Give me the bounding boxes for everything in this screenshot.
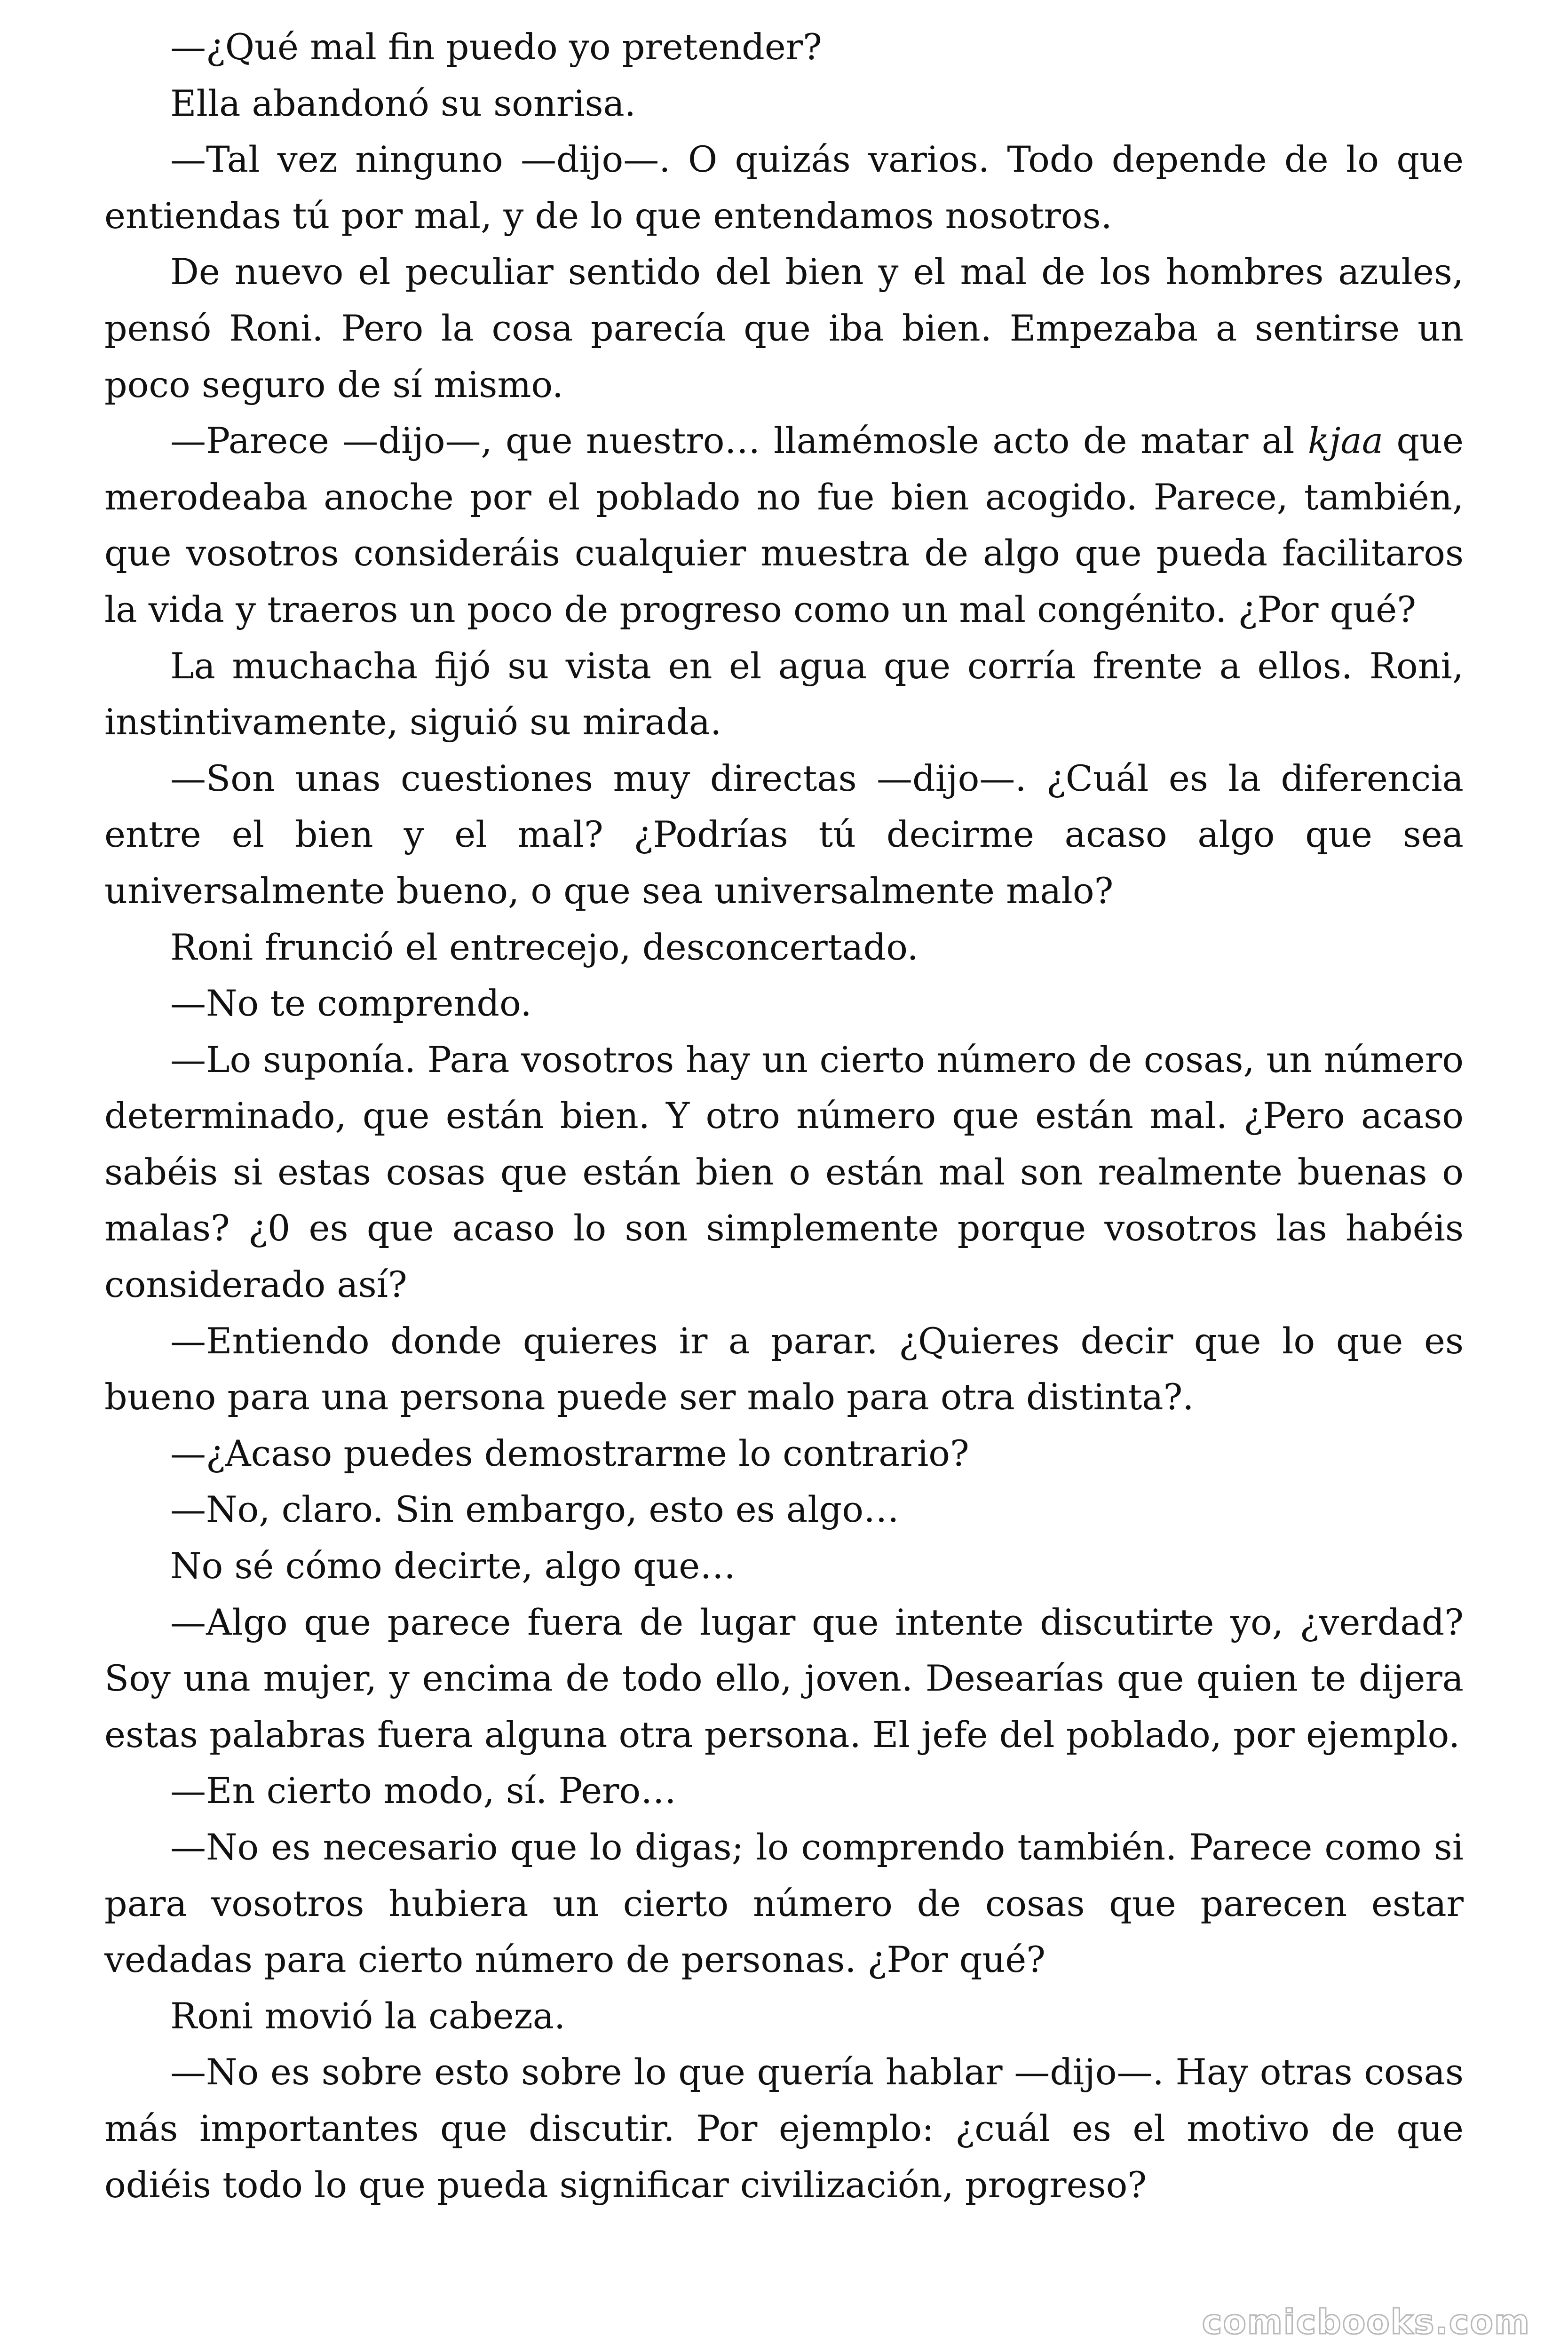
watermark-logo: comicbooks.com: [1202, 2302, 1530, 2342]
paragraph: Roni movió la cabeza.: [170, 1994, 566, 2037]
paragraph: [104, 413, 1464, 637]
paragraph: —Algo que parece fuera de lugar que intente discutirte yo, ¿verdad? Soy una mujer, y encima de todo ello, joven. Desearías que quien te dijera estas palabras fuera alguna otra persona. El jefe del poblado, por ejemplo.: [104, 1601, 1464, 1756]
paragraph: No sé cómo decirte, algo que…: [170, 1545, 736, 1587]
paragraph-text: que merodeaba anoche por el poblado no fue bien acogido. Parece, también, que vosotros consideráis cualquier muestra de algo que pueda facilitaros la vida y traeros un poco de progreso como un mal congénito. ¿Por qué?: [104, 420, 1464, 630]
paragraph: —Tal vez ninguno —dijo—. O quizás varios. Todo depende de lo que entiendas tú por mal, y de lo que entendamos nosotros.: [104, 138, 1464, 237]
paragraph-text: —Parece —dijo—, que nuestro… llamémosle acto de matar al: [170, 420, 1308, 462]
paragraph: Roni frunció el entrecejo, desconcertado.: [170, 926, 919, 968]
paragraph: —No es sobre esto sobre lo que quería hablar —dijo—. Hay otras cosas más importantes que discutir. Por ejemplo: ¿cuál es el motivo de que odiéis todo lo que pueda significar civilización, progreso?: [104, 2051, 1464, 2206]
paragraph: —Lo suponía. Para vosotros hay un cierto número de cosas, un número determinado, que están bien. Y otro número que están mal. ¿Pero acaso sabéis si estas cosas que están bien o están mal son realmente buenas o malas? ¿0 es que acaso lo son simplemente porque vosotros las habéis considerado así?: [104, 1038, 1464, 1306]
emphasized-word: kjaa: [1307, 420, 1384, 462]
paragraph: Ella abandonó su sonrisa.: [170, 82, 636, 124]
paragraph: —Son unas cuestiones muy directas —dijo—. ¿Cuál es la diferencia entre el bien y el mal? ¿Podrías tú decirme acaso algo que sea universalmente bueno, o que sea universalmente malo?: [104, 757, 1464, 912]
paragraph: —No, claro. Sin embargo, esto es algo…: [170, 1488, 899, 1531]
paragraph: —Entiendo donde quieres ir a parar. ¿Quieres decir que lo que es bueno para una persona puede ser malo para otra distinta?.: [104, 1319, 1464, 1418]
book-page-text: [104, 19, 1464, 2213]
paragraph: —No te comprendo.: [170, 982, 532, 1025]
paragraph: —No es necesario que lo digas; lo comprendo también. Parece como si para vosotros hubiera un cierto número de cosas que parecen estar vedadas para cierto número de personas. ¿Por qué?: [104, 1826, 1464, 1981]
paragraph: —En cierto modo, sí. Pero…: [170, 1770, 677, 1812]
paragraph: De nuevo el peculiar sentido del bien y el mal de los hombres azules, pensó Roni. Pero la cosa parecía que iba bien. Empezaba a sentirse un poco seguro de sí mismo.: [104, 251, 1464, 405]
paragraph: —¿Acaso puedes demostrarme lo contrario?: [170, 1432, 969, 1474]
paragraph: —¿Qué mal fin puedo yo pretender?: [170, 26, 822, 68]
paragraph: La muchacha fijó su vista en el agua que corría frente a ellos. Roni, instintivamente, siguió su mirada.: [104, 644, 1464, 743]
